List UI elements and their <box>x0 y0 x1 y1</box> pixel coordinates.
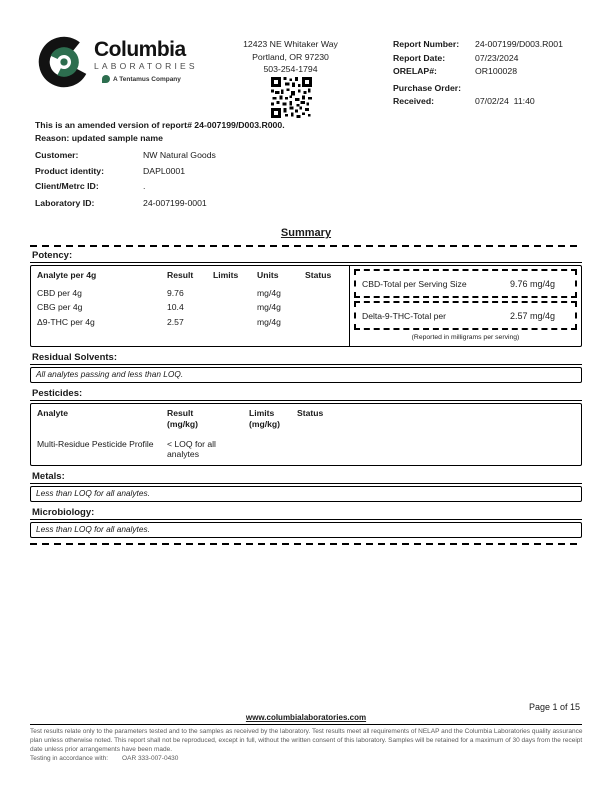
potency-row-result: 2.57 <box>167 316 184 327</box>
metals-section <box>30 471 582 502</box>
microbiology-note: Less than LOQ for all analytes. <box>30 522 582 538</box>
report-number-value: 24-007199/D003.R001 <box>475 39 563 49</box>
potency-totals-panel <box>349 266 581 346</box>
tentamus-icon <box>102 75 110 83</box>
potency-row-limits <box>213 317 257 327</box>
report-info-row <box>393 82 588 96</box>
lab-address <box>218 38 363 76</box>
customer-value: NW Natural Goods <box>143 150 216 160</box>
pesticides-row-analyte: Multi-Residue Pesticide Profile <box>37 439 154 449</box>
laboratory-id-label: Laboratory ID: <box>35 197 95 208</box>
totals-note: (Reported in milligrams per serving) <box>411 334 520 341</box>
orelap-label: ORELAP#: <box>393 66 437 77</box>
report-info-row <box>393 65 588 79</box>
potency-row-result: 10.4 <box>167 302 184 312</box>
dashed-divider <box>30 543 582 545</box>
customer-label: Customer: <box>35 150 79 160</box>
potency-section-title: Potency: <box>30 250 582 263</box>
logo-subtitle: LABORATORIES <box>94 61 198 71</box>
qr-code <box>271 77 312 123</box>
report-date-label: Report Date: <box>393 52 446 63</box>
report-date-value: 07/23/2024 <box>475 52 519 63</box>
received-label: Received: <box>393 96 435 107</box>
pesticides-section <box>30 388 582 466</box>
amendment-line-2: Reason: updated sample name <box>35 133 163 143</box>
potency-col-result: Result <box>167 270 194 280</box>
potency-row-analyte: CBD per 4g <box>37 287 82 298</box>
sample-info-row <box>35 196 216 212</box>
potency-col-analyte: Analyte per 4g <box>37 270 97 280</box>
report-info-row <box>393 52 588 66</box>
pesticides-table: Analyte Result (mg/kg) Limits (mg/kg) Status Multi-Residue Pesticide Profile < LOQ for all analytes <box>37 408 577 459</box>
accordance-value: OAR 333-007-0430 <box>122 755 179 762</box>
residual-solvents-title: Residual Solvents: <box>30 352 582 365</box>
potency-row-limits <box>213 302 257 312</box>
potency-row-units: mg/4g <box>257 287 281 298</box>
sample-info-row <box>35 148 216 164</box>
potency-row-status <box>305 317 345 327</box>
amendment-note <box>35 119 285 145</box>
laboratory-id-value: 24-007199-0001 <box>143 197 207 208</box>
client-metrc-id-value: . <box>143 181 146 192</box>
dashed-divider <box>30 245 582 247</box>
sample-info-row <box>35 179 216 195</box>
pesticides-row-limits <box>249 431 297 459</box>
company-logo <box>38 36 198 93</box>
potency-col-limits: Limits <box>213 270 239 280</box>
potency-section <box>30 250 582 347</box>
amendment-line-1: This is an amended version of report# 24-007199/D003.R000. <box>35 120 285 130</box>
potency-row-units: mg/4g <box>257 302 281 312</box>
address-line-1: 12423 NE Whitaker Way <box>243 39 338 49</box>
client-metrc-id-label: Client/Metrc ID: <box>35 181 99 192</box>
potency-col-status: Status <box>305 270 332 280</box>
pesticides-col-limits: Limits <box>249 408 275 418</box>
potency-row-analyte: CBG per 4g <box>37 302 83 312</box>
potency-col-units: Units <box>257 270 279 280</box>
potency-row-status <box>305 302 345 312</box>
logo-name: Columbia <box>94 38 186 61</box>
potency-row-status <box>305 288 345 298</box>
thc-total-label: Delta-9-THC-Total per <box>362 310 447 321</box>
residual-solvents-note: All analytes passing and less than LOQ. <box>30 367 582 383</box>
accordance-line <box>30 754 584 763</box>
potency-row-units: mg/4g <box>257 316 281 327</box>
footer-fineprint <box>30 727 584 763</box>
page-number: Page 1 of 15 <box>528 702 580 712</box>
pesticides-col-analyte: Analyte <box>37 408 69 418</box>
potency-box <box>30 265 582 347</box>
sample-info-row <box>35 164 216 180</box>
microbiology-title: Microbiology: <box>30 507 582 520</box>
pesticides-col-result: Result <box>167 408 194 418</box>
address-line-2: Portland, OR 97230 <box>252 51 329 62</box>
potency-table <box>37 270 345 327</box>
thc-total-value: 2.57 mg/4g <box>509 310 555 321</box>
potency-row-result: 9.76 <box>167 287 184 298</box>
thc-total-box <box>354 301 577 330</box>
cbd-total-label: CBD-Total per Serving Size <box>362 278 467 289</box>
metals-note: Less than LOQ for all analytes. <box>30 486 582 502</box>
report-info <box>393 38 588 109</box>
metals-title: Metals: <box>30 471 582 484</box>
purchase-order-label: Purchase Order: <box>393 82 462 93</box>
report-number-label: Report Number: <box>393 39 460 49</box>
accordance-label: Testing in accordance with: <box>30 755 109 762</box>
microbiology-section <box>30 507 582 538</box>
sample-info <box>35 148 216 211</box>
potency-row-analyte: Δ9-THC per 4g <box>37 316 95 327</box>
summary-sections <box>30 243 582 545</box>
cbd-total-value: 9.76 mg/4g <box>509 278 555 289</box>
website-link: www.columbialaboratories.com <box>245 713 367 722</box>
disclaimer-text: Test results relate only to the parameters tested and to the samples as received by the laboratory. Test results meet all requirements of NELAP and the Columbia Laboratories quality assurance plan unless otherwise noted. This report shall not be reproduced, except in full, without the written consent of this laboratory. Samples will be retained for a maximum of 30 days from the receipt date unless prior arrangements have been made. <box>30 728 583 753</box>
potency-row-limits <box>213 288 257 298</box>
product-identity-value: DAPL0001 <box>143 165 186 176</box>
pesticides-col-status: Status <box>297 408 324 418</box>
residual-solvents-section <box>30 352 582 383</box>
columbia-logo-icon <box>38 36 90 93</box>
pesticides-row-result: < LOQ for all analytes <box>167 439 216 459</box>
received-value: 07/02/24 11:40 <box>475 96 535 107</box>
pesticides-box <box>30 403 582 466</box>
report-info-row <box>393 38 588 52</box>
cbd-total-box <box>354 269 577 298</box>
report-info-row <box>393 95 588 109</box>
pesticides-row-status <box>297 431 577 459</box>
pesticides-title: Pesticides: <box>30 388 582 401</box>
summary-title: Summary <box>280 227 332 239</box>
address-line-3: 503-254-1794 <box>263 64 318 74</box>
orelap-value: OR100028 <box>475 66 518 77</box>
product-identity-label: Product identity: <box>35 165 105 176</box>
logo-tagline: A Tentamus Company <box>113 75 181 83</box>
footer-rule <box>30 724 582 725</box>
